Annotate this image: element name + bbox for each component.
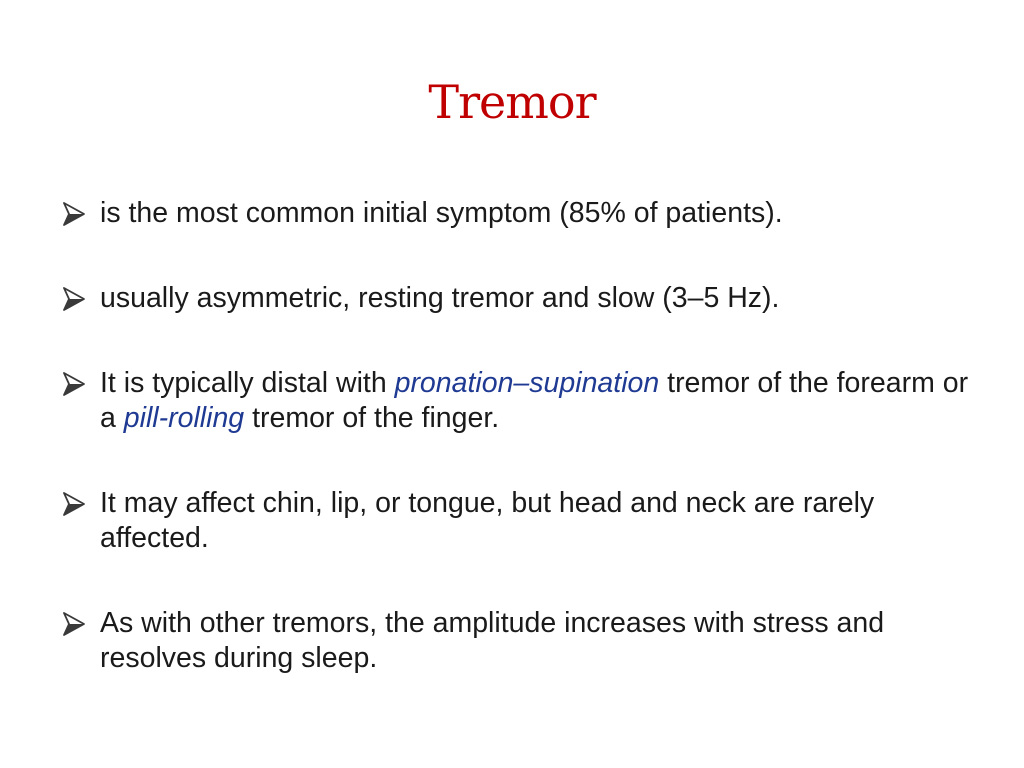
- bullet-item: [62, 486, 972, 556]
- arrow-bullet-icon: [62, 612, 86, 636]
- bullet-item: [62, 196, 972, 231]
- slide-title: Tremor: [428, 75, 596, 129]
- bullet-list: [62, 196, 972, 676]
- highlight-term: pill-rolling: [123, 402, 245, 434]
- bullet-text-post: tremor of the finger.: [244, 402, 500, 434]
- arrow-bullet-icon: [62, 372, 86, 396]
- bullet-item: [62, 281, 972, 316]
- bullet-item: [62, 366, 972, 436]
- bullet-text: It may affect chin, lip, or tongue, but head and neck are rarely affected.: [100, 487, 875, 554]
- bullet-text: usually asymmetric, resting tremor and slow (3–5 Hz).: [100, 282, 780, 314]
- bullet-item: [62, 606, 972, 676]
- bullet-text: As with other tremors, the amplitude increases with stress and resolves during sleep.: [100, 607, 885, 674]
- arrow-bullet-icon: [62, 202, 86, 226]
- bullet-text: is the most common initial symptom (85% of patients).: [100, 197, 783, 229]
- bullet-text-mid: tremor of the forearm or a: [100, 367, 969, 434]
- highlight-term: pronation–supination: [394, 367, 660, 399]
- arrow-bullet-icon: [62, 287, 86, 311]
- arrow-bullet-icon: [62, 492, 86, 516]
- bullet-text-pre: It is typically distal with: [100, 367, 395, 399]
